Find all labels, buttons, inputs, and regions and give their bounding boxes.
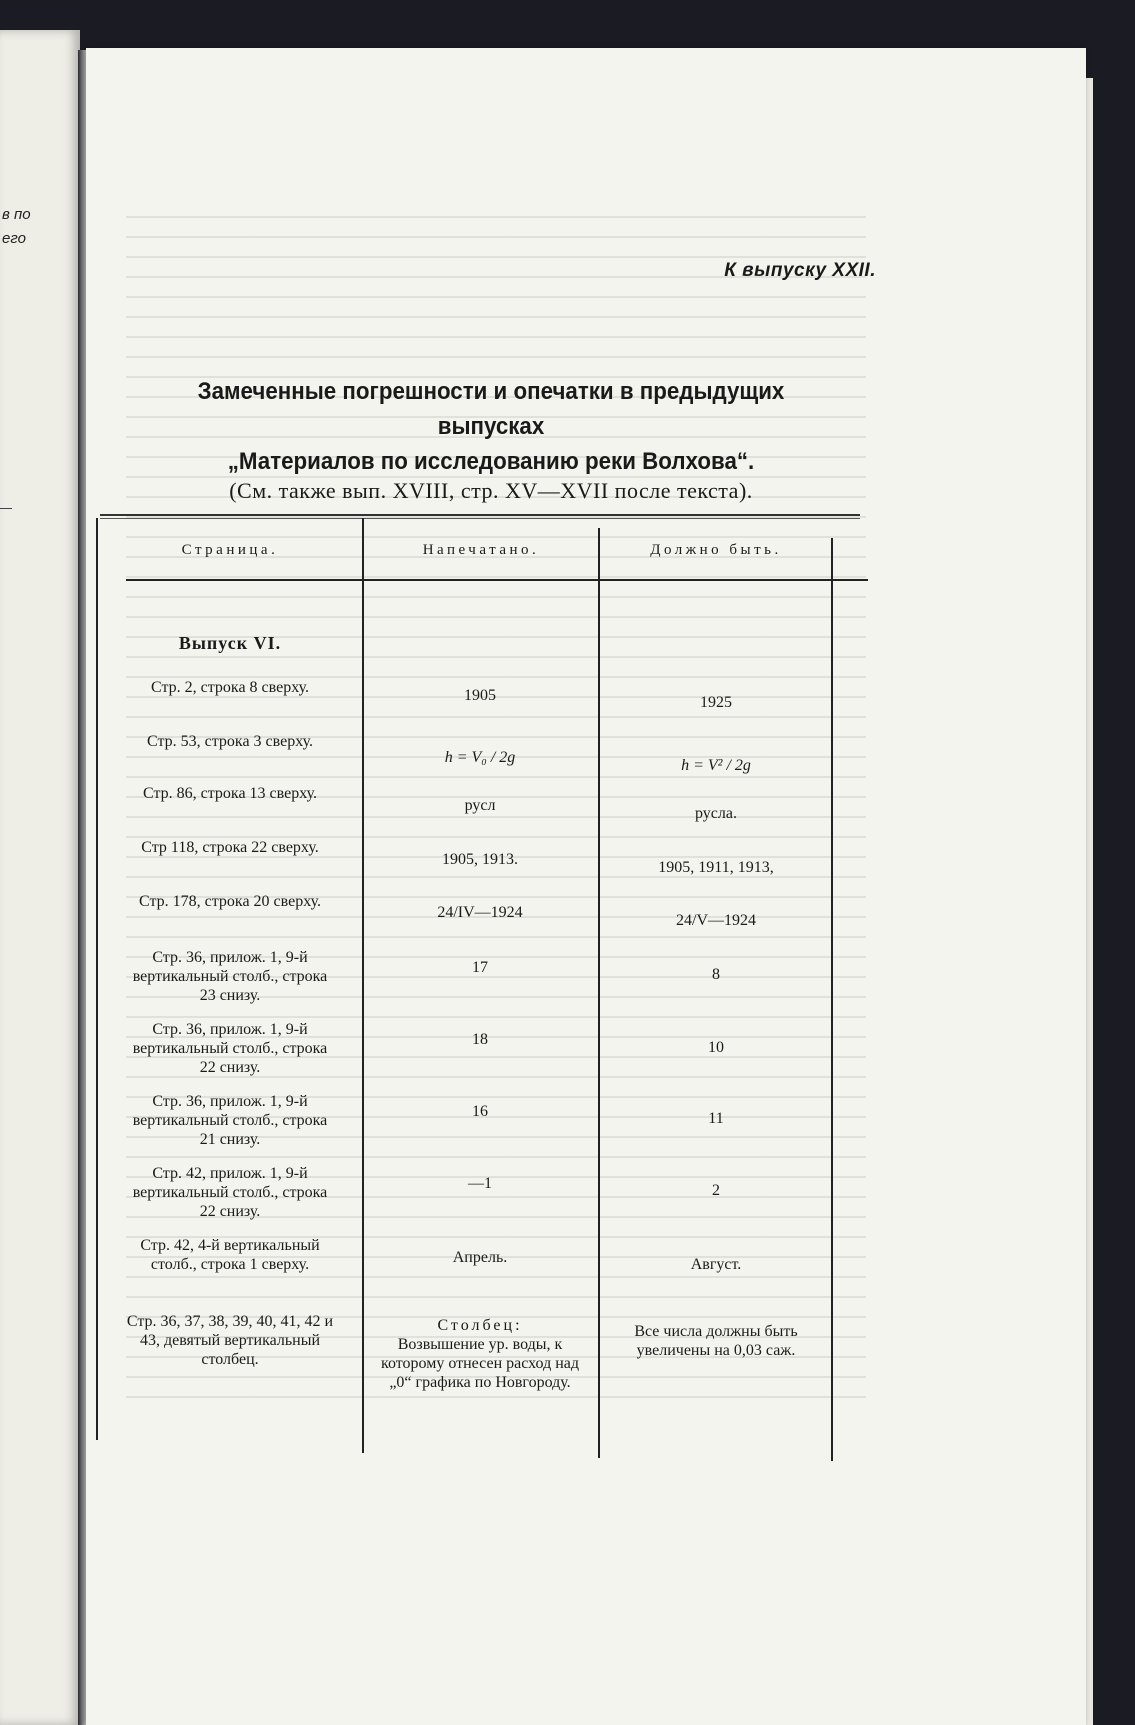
row-5-printed: 24/IV—1924 — [437, 904, 523, 921]
book-spine — [78, 50, 86, 1725]
left-page-rule — [0, 508, 12, 509]
row-11-printed: Возвышение ур. воды, к которому отнесен расход над „0“ графика по Новгороду. — [380, 1336, 580, 1391]
row-8-printed: 16 — [472, 1103, 488, 1120]
row-1-printed: 1905 — [464, 687, 496, 704]
column-header-page: Страница. — [181, 542, 279, 558]
row-1-page: Стр. 2, строка 8 сверху. — [150, 679, 310, 696]
column-header-should-be: Должно быть. — [650, 542, 782, 558]
row-6-printed: 17 — [472, 959, 488, 976]
document-page — [86, 48, 1086, 1725]
row-9-page: Стр. 42, прилож. 1, 9-й вертикальный столб., строка 22 снизу. — [132, 1165, 328, 1220]
title-line-2: „Материалов по исследованию реки Волхова“. — [227, 448, 755, 475]
row-7-printed: 18 — [472, 1031, 488, 1048]
table-left-border — [96, 518, 98, 1440]
column-header-printed: Напечатано. — [422, 542, 540, 558]
page-title — [152, 374, 831, 479]
row-2-should-be: h = V² / 2g — [681, 757, 751, 774]
column-divider-1 — [362, 518, 364, 1453]
left-page-fragment-1: в по — [2, 206, 31, 223]
row-10-should-be: Август. — [690, 1256, 742, 1273]
row-2-printed: h = V₀ / 2g — [444, 749, 516, 766]
row-4-should-be: 1905, 1911, 1913, — [658, 859, 774, 876]
row-2-page: Стр. 53, строка 3 сверху. — [146, 733, 314, 750]
row-5-page: Стр. 178, строка 20 сверху. — [138, 893, 322, 910]
table-right-border — [831, 538, 833, 1461]
section-label: Выпуск VI. — [178, 633, 282, 653]
row-6-page: Стр. 36, прилож. 1, 9-й вертикальный столб., строка 23 снизу. — [132, 949, 328, 1004]
row-5-should-be: 24/V—1924 — [676, 912, 756, 929]
row-6-should-be: 8 — [712, 966, 720, 983]
row-7-page: Стр. 36, прилож. 1, 9-й вертикальный столб., строка 22 снизу. — [132, 1021, 328, 1076]
row-3-page: Стр. 86, строка 13 сверху. — [142, 785, 318, 802]
row-10-page: Стр. 42, 4-й вертикальный столб., строка 1 сверху. — [140, 1237, 320, 1273]
table-top-rule — [100, 514, 860, 516]
row-3-printed: русл — [464, 797, 496, 814]
row-9-printed: —1 — [468, 1175, 492, 1192]
row-9-should-be: 2 — [712, 1182, 720, 1199]
issue-note: К выпуску XXII. — [724, 260, 876, 281]
row-7-should-be: 10 — [708, 1039, 724, 1056]
row-11-should-be: Все числа должны быть увеличены на 0,03 саж. — [634, 1323, 798, 1359]
row-4-page: Стр 118, строка 22 сверху. — [141, 839, 319, 856]
table-top-rule-secondary — [100, 518, 860, 519]
page-subtitle: (См. также вып. XVIII, стр. XV—XVII после текста). — [229, 478, 753, 503]
row-11-page: Стр. 36, 37, 38, 39, 40, 41, 42 и 43, девятый вертикальный столбец. — [126, 1313, 334, 1368]
row-11-printed-cell — [370, 1316, 590, 1392]
row-8-page: Стр. 36, прилож. 1, 9-й вертикальный столб., строка 21 снизу. — [132, 1093, 328, 1148]
left-page-fragment-2: его — [2, 230, 26, 247]
row-3-should-be: русла. — [695, 805, 737, 822]
column-divider-2 — [598, 528, 600, 1458]
left-page-edge — [0, 30, 80, 1725]
row-1-should-be: 1925 — [700, 694, 732, 711]
row-4-printed: 1905, 1913. — [442, 851, 518, 868]
row-8-should-be: 11 — [708, 1110, 724, 1127]
row-11-printed-label: Столбец: — [437, 1317, 523, 1334]
title-line-1: Замеченные погрешности и опечатки в предыдущих выпусках — [197, 378, 785, 440]
table-header-rule — [126, 579, 868, 581]
row-10-printed: Апрель. — [452, 1249, 508, 1266]
